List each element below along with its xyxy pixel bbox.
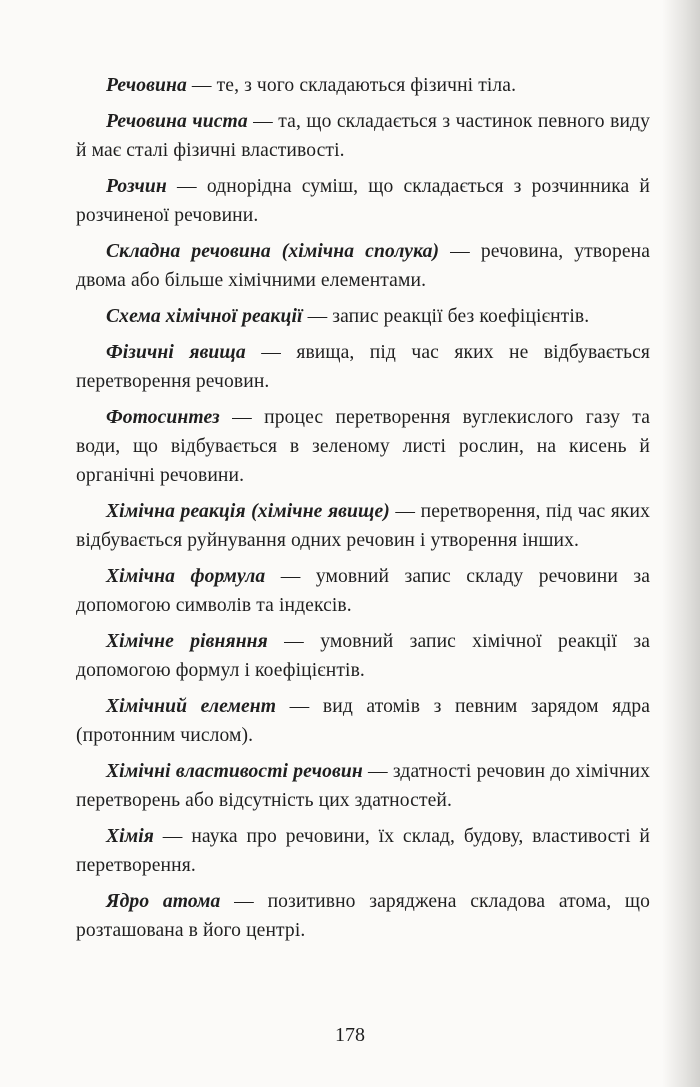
dash: — <box>284 631 304 652</box>
glossary-entry <box>76 71 650 100</box>
glossary-term: Речовина чиста <box>106 111 248 132</box>
glossary-definition: те, з чого складаються фізичні тіла. <box>216 75 517 96</box>
glossary-term: Хімія <box>106 826 154 847</box>
glossary-term: Складна речовина (хімічна сполука) <box>106 241 440 262</box>
glossary-definition: запис реакції без коефіцієнтів. <box>332 306 590 327</box>
glossary-definition: здатності речовин до хімічних перетворень або відсутність цих здатностей. <box>76 761 650 811</box>
glossary-term: Хімічна формула <box>106 566 266 587</box>
glossary-term: Ядро атома <box>106 891 221 912</box>
glossary-term: Фізичні явища <box>106 342 246 363</box>
glossary-definition: однорідна суміш, що складається з розчинника й розчиненої речовини. <box>76 176 651 226</box>
glossary-term: Розчин <box>106 176 167 197</box>
dash: — <box>368 761 388 782</box>
glossary-entry <box>76 338 650 396</box>
glossary-term: Фотосинтез <box>106 407 220 428</box>
dash: — <box>450 241 470 262</box>
page-edge-shadow <box>662 0 700 1087</box>
dash: — <box>307 306 328 327</box>
glossary-entry <box>76 403 650 490</box>
dash: — <box>280 566 301 587</box>
dash: — <box>232 407 252 428</box>
glossary-definition: перетворення, під час яких відбувається руйнування одних речовин і утворення інших. <box>76 501 651 551</box>
glossary-entry <box>76 562 650 620</box>
dash: — <box>253 111 273 132</box>
glossary-term: Схема хімічної реакції <box>106 306 303 327</box>
glossary-entry <box>76 497 650 555</box>
glossary-entry <box>76 887 650 945</box>
glossary-entry <box>76 107 650 165</box>
dash: — <box>162 826 183 847</box>
glossary-definition: позитивно заряджена складова атома, що розташована в його центрі. <box>76 891 651 941</box>
dash: — <box>177 176 197 197</box>
glossary-entry <box>76 692 650 750</box>
glossary-entry <box>76 237 650 295</box>
glossary-entry <box>76 172 650 230</box>
glossary-definition: та, що складається з частинок певного виду й має сталі фізичні властивості. <box>76 111 651 161</box>
glossary-definition: умовний запис складу речовини за допомогою символів та індексів. <box>76 566 651 616</box>
glossary-definition: вид атомів з певним зарядом ядра (протонним числом). <box>76 696 651 746</box>
glossary-definition: умовний запис хімічної реакції за допомогою формул і коефіцієнтів. <box>76 631 651 681</box>
glossary-definition: речовина, утворена двома або більше хімічними елементами. <box>76 241 651 291</box>
glossary-definition: процес перетворення вуглекислого газу та води, що відбувається в зеленому листі рослин, на кисень й органічні речовини. <box>76 407 650 486</box>
glossary-term: Речовина <box>106 75 187 96</box>
dash: — <box>289 696 310 717</box>
glossary-term: Хімічне рівняння <box>106 631 268 652</box>
page-number: 178 <box>335 1024 365 1046</box>
glossary-term: Хімічні властивості речовин <box>106 761 363 782</box>
glossary-term: Хімічний елемент <box>106 696 277 717</box>
glossary-entry <box>76 757 650 815</box>
glossary-entry <box>76 302 650 331</box>
glossary-definition: наука про речовини, їх склад, будову, властивості й перетворення. <box>76 826 651 876</box>
dash: — <box>234 891 254 912</box>
dash: — <box>191 75 212 96</box>
glossary-entry <box>76 822 650 880</box>
glossary-page <box>76 71 650 952</box>
glossary-entry <box>76 627 650 685</box>
dash: — <box>261 342 281 363</box>
glossary-definition: явища, під час яких не відбувається перетворення речовин. <box>76 342 651 392</box>
dash: — <box>395 501 416 522</box>
glossary-term: Хімічна реакція (хімічне явище) <box>106 501 390 522</box>
